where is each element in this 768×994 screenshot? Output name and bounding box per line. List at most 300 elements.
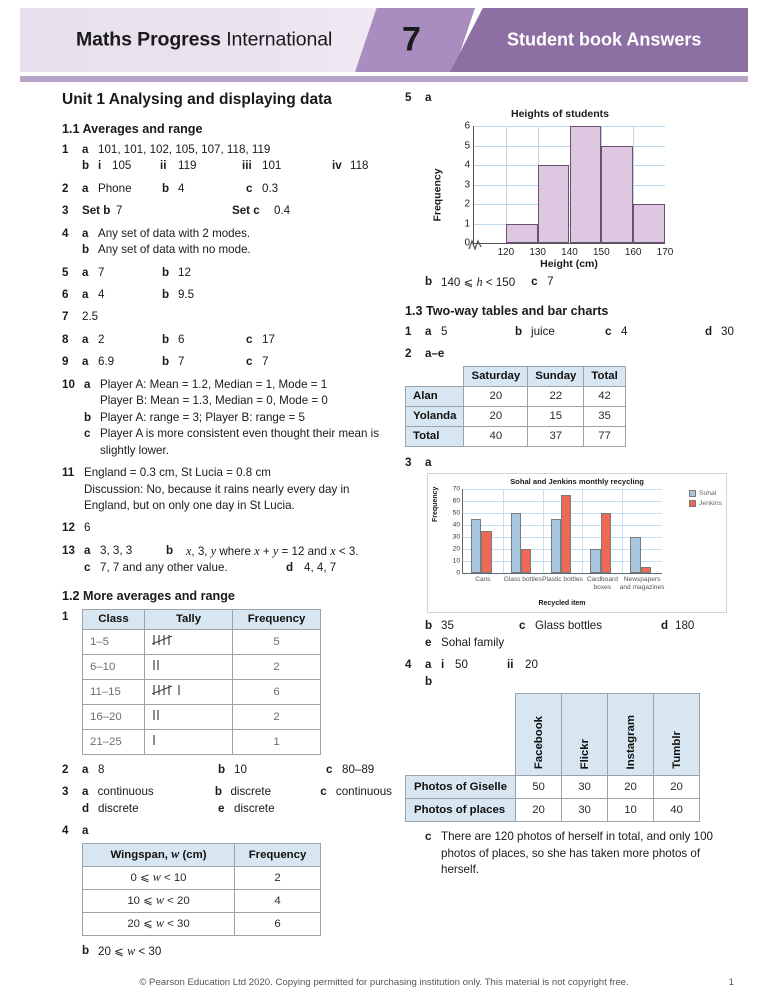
tally-table-wrap (82, 609, 392, 755)
col-tumblr-label: Tumblr (670, 731, 683, 770)
part-label-c: c (84, 427, 91, 441)
answer-d: 4, 4, 7 (304, 561, 337, 575)
answer-body (82, 181, 392, 197)
y-tick-label: 4 (464, 159, 470, 171)
answer-a-line1: Player A: Mean = 1.2, Median = 1, Mode = 1 (100, 377, 328, 391)
cell-tally (145, 654, 233, 679)
roman-label-iv: iv (332, 159, 342, 173)
gridline-vertical (582, 489, 583, 573)
tally-mark-2-icon (152, 658, 178, 672)
right-column (405, 90, 735, 884)
answer-body (82, 265, 392, 281)
part-label-c: c (326, 762, 333, 776)
answer-q12 (62, 520, 392, 536)
histogram-title: Heights of students (510, 108, 609, 121)
answer-body (82, 354, 392, 370)
part-label-b: b (82, 943, 90, 957)
cell-value: 42 (584, 386, 625, 406)
range-pre: 20 ⩽ (98, 944, 128, 958)
answer-q7 (62, 309, 392, 325)
answer-b: 7 (178, 355, 185, 369)
question-number: 2 (405, 347, 412, 361)
y-tick-label: 5 (464, 140, 470, 152)
answer-b: 6 (178, 332, 185, 346)
bar-sohal (511, 513, 521, 573)
axis-break-icon (467, 238, 483, 250)
range-post: < 10 (160, 872, 187, 885)
corner-cell (406, 694, 516, 776)
cell-range (83, 866, 235, 889)
answer-line (425, 618, 735, 634)
col-flickr (562, 694, 608, 776)
histogram-figure (427, 108, 735, 270)
roman-label-i: i (98, 159, 102, 173)
part-label-c: c (605, 324, 612, 338)
var-w: w (152, 870, 161, 885)
cell-frequency: 2 (233, 704, 321, 729)
answer-q2-sec12 (62, 762, 392, 778)
answer-d: 30 (721, 324, 734, 338)
cell-frequency: 4 (235, 889, 321, 912)
b-eq: = 12 and (278, 544, 331, 558)
answer-b: 10 (234, 762, 247, 776)
histogram-bar (633, 204, 665, 243)
table-row (83, 912, 321, 935)
answer-b (98, 943, 161, 960)
answer-body (82, 226, 392, 259)
histogram-plot-area (464, 120, 674, 259)
legend-label: Jenkins (698, 500, 722, 508)
cell-value: 20 (464, 386, 528, 406)
answer-q3 (62, 203, 392, 219)
legend-item (689, 490, 722, 497)
answer-body (82, 142, 392, 175)
part-label-b: b (82, 159, 90, 173)
page-header (20, 8, 748, 72)
table-header-row (83, 609, 321, 629)
answer-q4-sec12 (62, 823, 392, 839)
cell-tally (145, 704, 233, 729)
col-sunday: Sunday (528, 366, 584, 386)
answer-b: juice (531, 324, 555, 338)
cell-range (83, 912, 235, 935)
y-tick-label: 1 (464, 218, 470, 230)
part-label-ae: a–e (425, 347, 445, 361)
question-number: 5 (405, 91, 412, 104)
part-label-b: b (218, 762, 226, 776)
answer-b: 9.5 (178, 288, 195, 301)
unit-title: Unit 1 Analysing and displaying data (62, 91, 332, 108)
gridline-vertical (543, 489, 544, 573)
question-number: 8 (62, 332, 69, 346)
answer-q9 (62, 354, 392, 370)
part-label-a: a (425, 324, 432, 338)
question-number: 6 (62, 288, 69, 301)
answer-body (425, 90, 735, 106)
part-label-a: a (82, 762, 89, 776)
tally-mark-1-icon (152, 733, 178, 747)
part-label-b: b (214, 785, 222, 799)
cell-value: 20 (654, 776, 700, 799)
answer-body (82, 784, 392, 817)
answer-b-iv: 118 (350, 159, 369, 173)
gridline-vertical (622, 489, 623, 573)
question-number: 2 (62, 762, 69, 776)
answer-body (84, 520, 392, 536)
answer-q3-parts (405, 618, 735, 651)
answer-b: Player A: range = 3; Player B: range = 5 (100, 410, 305, 424)
bar-chart-title: Sohal and Jenkins monthly recycling (510, 477, 644, 487)
question-number: 4 (405, 658, 412, 672)
answer-body (82, 762, 392, 778)
table-row (83, 654, 321, 679)
roman-label-ii: ii (507, 658, 514, 672)
wingspan-table-wrap (82, 843, 392, 936)
var-w: w (155, 893, 165, 908)
answer-c: 4 (621, 324, 628, 338)
answer-q5 (62, 265, 392, 281)
answer-q5-histogram (405, 90, 735, 106)
question-number: 9 (62, 355, 69, 369)
table-row (83, 889, 321, 912)
social-media-table (405, 693, 700, 822)
left-column (62, 90, 392, 966)
part-label-d: d (82, 801, 90, 815)
question-number: 13 (62, 543, 75, 557)
var-y2: y (272, 543, 279, 558)
var-h: h (476, 275, 483, 290)
answer-q6 (62, 287, 392, 303)
bar-chart-ylabel: Frequency (432, 486, 439, 523)
answer-a: 101, 101, 102, 105, 107, 118, 119 (98, 142, 271, 156)
legend-swatch-icon (689, 490, 696, 497)
answer-q5-parts (405, 274, 735, 291)
y-tick-label: 10 (452, 557, 460, 565)
part-label-e: e (425, 635, 432, 649)
part-label-d: d (286, 561, 294, 575)
range-post: < 30 (135, 944, 162, 958)
answer-q2-sec13 (405, 346, 735, 362)
cell-frequency: 2 (233, 654, 321, 679)
answer-body (82, 203, 392, 219)
answer-b: discrete (230, 785, 272, 799)
table-row (406, 406, 626, 426)
question-number: 5 (62, 265, 69, 279)
bar-jenkins (561, 495, 571, 573)
table-row (83, 679, 321, 704)
tally-table (82, 609, 321, 755)
col-instagram (608, 694, 654, 776)
tally-mark-6-icon (152, 683, 186, 697)
part-label-c: c (246, 332, 253, 346)
x-tick-label: 160 (624, 247, 642, 259)
range-pre: 10 ⩽ (127, 895, 156, 908)
answer-line (84, 377, 392, 393)
x-tick-label: Plastic bottles (542, 576, 583, 584)
answer-q4c-sec13 (405, 829, 735, 878)
section-heading-1-3: 1.3 Two-way tables and bar charts (405, 303, 609, 318)
part-label-b: b (162, 181, 170, 195)
question-number: 10 (62, 377, 75, 391)
part-label-a: a (84, 377, 91, 391)
wingspan-table (82, 843, 321, 936)
answer-a: 7 (98, 265, 105, 279)
part-label-a: a (425, 91, 432, 104)
cell-value: 20 (516, 799, 562, 822)
col-wingspan (83, 843, 235, 866)
answer-q13 (62, 543, 392, 577)
var-x: x (186, 543, 192, 558)
col-facebook (516, 694, 562, 776)
answer-e: discrete (234, 801, 275, 815)
answer-q4-sec13 (405, 657, 735, 690)
answer-q4b-sec12 (62, 943, 392, 960)
two-way-table (405, 366, 626, 447)
answer-b-iii: 101 (262, 159, 282, 173)
bar-chart-plot-area (452, 485, 665, 592)
cell-class: 1–5 (83, 629, 145, 654)
cell-frequency: 6 (233, 679, 321, 704)
var-x3: x (330, 543, 336, 558)
row-label-total: Total (406, 426, 464, 446)
var-w: w (155, 916, 165, 931)
answer-c: 7 (262, 355, 269, 369)
col-flickr-label: Flickr (578, 738, 591, 770)
part-label-a: a (82, 785, 89, 799)
cell-value: 30 (562, 776, 608, 799)
answer-b: 4 (178, 181, 185, 195)
footer-copyright: © Pearson Education Ltd 2020. Copying permitted for purchasing institution only. This material is not copyright free. (139, 977, 629, 988)
cell-value: 35 (584, 406, 625, 426)
histogram-bar (506, 224, 538, 243)
answer-b: 35 (441, 619, 454, 633)
cell-class: 6–10 (83, 654, 145, 679)
y-tick-label: 40 (452, 521, 460, 529)
answer-line (425, 657, 735, 673)
part-label-b: b (84, 410, 92, 424)
brand-title (76, 29, 332, 52)
answer-e: Sohal family (441, 635, 505, 649)
answer-line (425, 635, 735, 651)
row-label-giselle: Photos of Giselle (406, 776, 516, 799)
col-class: Class (83, 609, 145, 629)
answer-b: Any set of data with no mode. (98, 243, 251, 257)
answer-sheet-page (0, 8, 768, 994)
var-x2: x (254, 543, 260, 558)
part-label-b: b (162, 265, 170, 279)
answer-body (82, 823, 392, 839)
part-label-a: a (82, 142, 89, 156)
answer-body (84, 377, 392, 459)
table-header-row (406, 366, 626, 386)
part-label-c: c (246, 181, 253, 195)
question-number: 2 (62, 181, 69, 195)
answer-line (84, 410, 392, 426)
range-pre: 20 ⩽ (127, 918, 156, 931)
answer-a: 8 (98, 762, 105, 776)
answer-c: 17 (262, 332, 275, 346)
table-row (406, 776, 700, 799)
part-label-a: a (425, 455, 432, 469)
answer-b-i: 105 (112, 159, 132, 173)
part-label-c: c (425, 830, 432, 844)
y-tick-label: 2 (464, 198, 470, 210)
bar-jenkins (641, 567, 651, 573)
answer-a-line2: Player B: Mean = 1.3, Median = 0, Mode = 0 (100, 394, 328, 408)
question-number: 4 (62, 824, 69, 838)
x-tick-label: Glass bottles (503, 576, 542, 584)
part-label-b: b (82, 243, 90, 257)
y-tick-label: 20 (452, 545, 460, 553)
cell-value: 37 (528, 426, 584, 446)
b-lt: < 3. (335, 544, 359, 558)
answer-b-ii: 119 (178, 159, 197, 173)
part-label-b: b (162, 332, 170, 346)
table-row (406, 426, 626, 446)
cell-value: 10 (608, 799, 654, 822)
answer-body (84, 465, 392, 514)
answer-line (82, 784, 392, 800)
part-label-a: a (82, 181, 89, 195)
answer-b (186, 543, 359, 560)
bar-chart-legend (689, 490, 722, 510)
question-number: 12 (62, 521, 75, 535)
answer-line (84, 393, 392, 409)
part-label-a: a (82, 288, 89, 301)
header-rule (20, 76, 748, 82)
answer-c: Glass bottles (535, 619, 603, 633)
bar-jenkins (481, 531, 491, 573)
answer-line (84, 426, 392, 459)
cell-value: 20 (464, 406, 528, 426)
col-saturday: Saturday (464, 366, 528, 386)
tally-mark-2-icon (152, 708, 178, 722)
part-label-c: c (246, 355, 253, 369)
cell-class: 11–15 (83, 679, 145, 704)
answer-body (425, 274, 735, 291)
table-row (83, 729, 321, 754)
col-total: Total (584, 366, 625, 386)
y-tick-label: 0 (464, 237, 470, 249)
answer-q3-sec12 (62, 784, 392, 817)
answer-a: 6.9 (98, 355, 115, 369)
legend-swatch-icon (689, 500, 696, 507)
bar-jenkins (601, 513, 611, 573)
answer-value: 6 (84, 521, 91, 535)
part-label-c: c (531, 275, 538, 289)
question-number: 4 (62, 226, 69, 240)
answer-line (82, 801, 392, 817)
part-label-b: b (515, 324, 523, 338)
bar-sohal (590, 549, 600, 573)
answer-q1-sec13 (405, 324, 735, 340)
answer-body (425, 324, 735, 340)
cell-tally (145, 729, 233, 754)
answer-body (82, 287, 392, 303)
answer-c: Player A is more consistent even thought their mean is slightly lower. (100, 427, 380, 457)
answer-c: 0.3 (262, 181, 279, 195)
cell-tally (145, 679, 233, 704)
answer-d: discrete (98, 801, 139, 815)
table-row (406, 386, 626, 406)
table-row (83, 704, 321, 729)
x-tick-label: Newspapers and magazines (619, 576, 665, 592)
question-number: 3 (62, 204, 69, 218)
range-post: < 30 (164, 918, 190, 931)
section-heading-1-1: 1.1 Averages and range (62, 121, 203, 136)
row-label-alan: Alan (406, 386, 464, 406)
cell-value: 40 (654, 799, 700, 822)
answer-line (84, 560, 392, 576)
part-label-b: b (425, 275, 433, 289)
answer-q10 (62, 377, 392, 459)
histogram-bar (570, 126, 602, 243)
answer-line (82, 142, 392, 158)
part-label-b: b (425, 674, 433, 688)
answer-c: 7 (547, 275, 554, 289)
answer-line (425, 674, 735, 690)
answer-value: 2.5 (82, 310, 99, 324)
x-tick-label: Cardboard boxes (586, 576, 618, 592)
histogram-xlabel: Height (cm) (540, 258, 598, 271)
y-tick-label: 70 (452, 485, 460, 493)
answer-c: 7, 7 and any other value. (100, 561, 228, 575)
question-number: 3 (405, 455, 412, 469)
answer-c: 80–89 (342, 762, 375, 776)
x-tick-label: 130 (529, 247, 546, 259)
part-label-e: e (218, 801, 225, 815)
part-label-b: b (162, 288, 170, 301)
answer-body (425, 657, 735, 690)
histogram-bar (601, 146, 633, 244)
part-label-a: a (82, 265, 89, 279)
col-frequency: Frequency (233, 609, 321, 629)
part-label-c: c (84, 561, 91, 575)
answer-q3-sec13 (405, 455, 735, 471)
col-facebook-label: Facebook (532, 715, 545, 770)
table-row (83, 629, 321, 654)
bar-chart-xlabel: Recycled item (538, 600, 586, 608)
answer-a: 4 (98, 288, 105, 301)
range-pre: 140 ⩽ (441, 276, 477, 290)
part-label-c: c (320, 785, 327, 799)
cell-frequency: 6 (235, 912, 321, 935)
answer-body (82, 943, 392, 960)
cell-class: 21–25 (83, 729, 145, 754)
h-post: (cm) (179, 849, 207, 862)
row-label-yolanda: Yolanda (406, 406, 464, 426)
answer-line (82, 242, 392, 258)
answer-a: continuous (97, 785, 154, 799)
answer-b (441, 274, 515, 291)
question-number: 1 (405, 324, 412, 338)
answer-q4 (62, 226, 392, 259)
answer-d: 180 (675, 619, 695, 633)
answer-line-2: Discussion: No, because it rains nearly every day in England, but on only one day in St Lucia. (84, 482, 350, 512)
question-number: 1 (62, 609, 69, 623)
set-b-label: Set b (82, 204, 111, 218)
cell-frequency: 5 (233, 629, 321, 654)
header-subtitle: Student book Answers (507, 29, 702, 50)
answer-a: 2 (98, 332, 105, 346)
range-post: < 20 (164, 895, 190, 908)
y-tick-label: 0 (456, 569, 460, 577)
roman-label-iii: iii (242, 159, 252, 173)
part-label-a: a (82, 355, 89, 369)
gridline-vertical (503, 489, 504, 573)
answer-body (425, 618, 735, 651)
answer-q11 (62, 465, 392, 514)
